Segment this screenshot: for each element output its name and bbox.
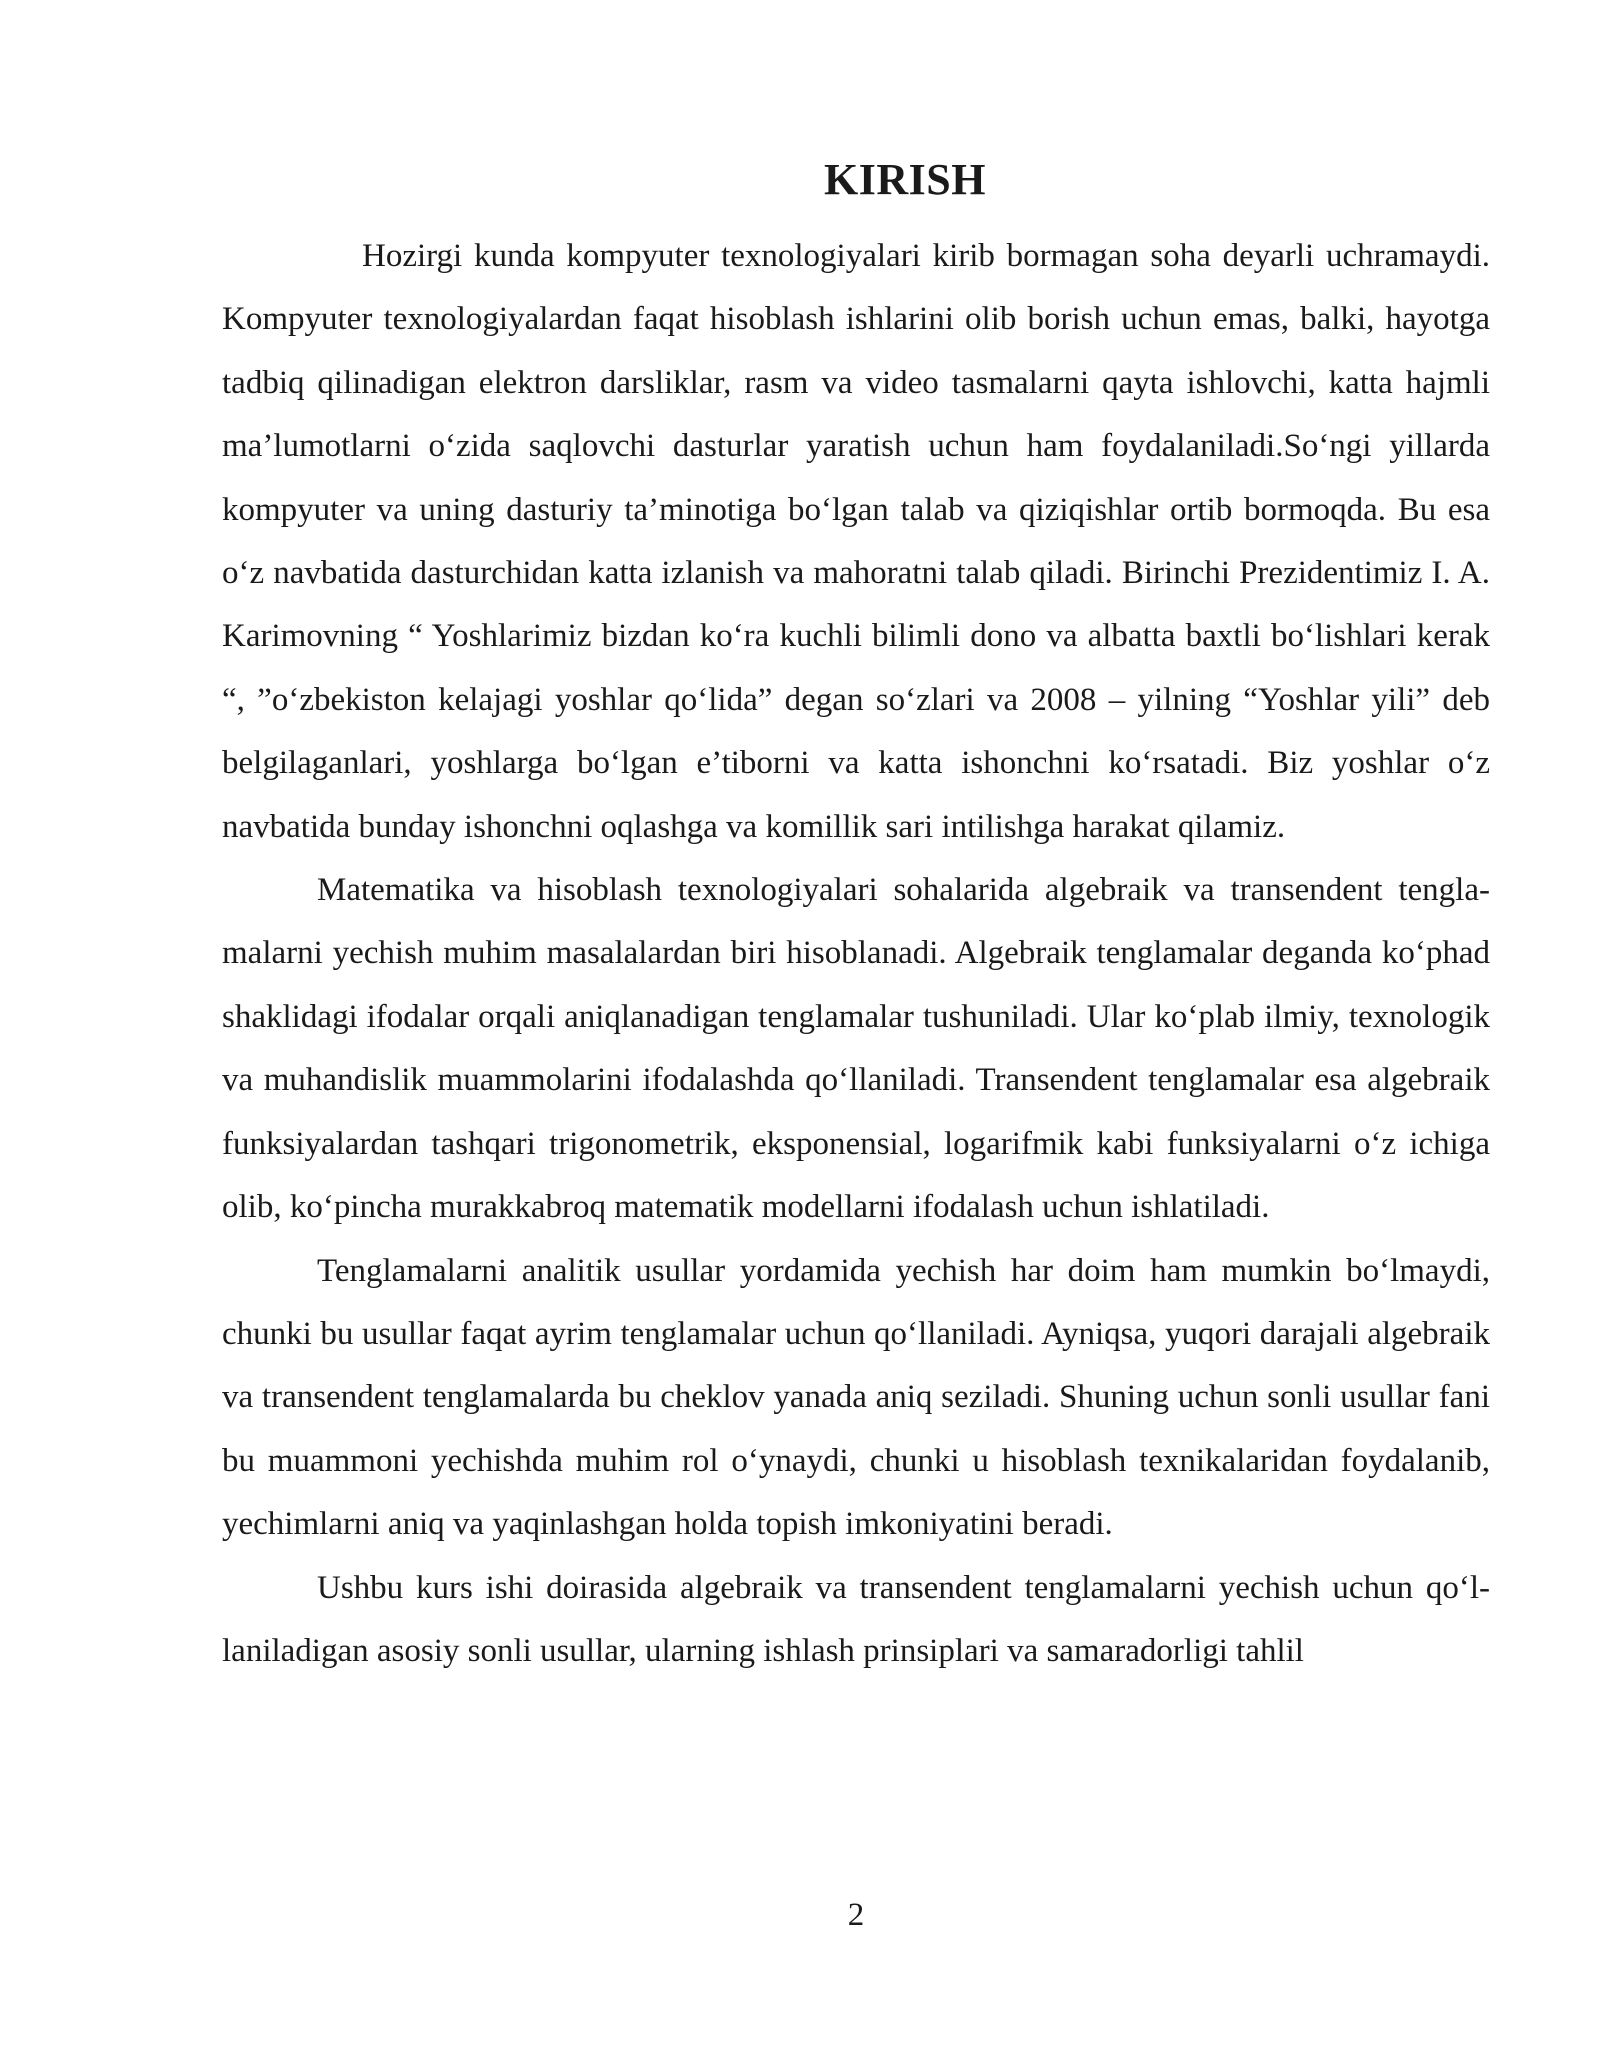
page-title: KIRISH — [824, 155, 986, 204]
body-text — [222, 225, 1490, 1683]
paragraph-equations: Matematika va hisoblash texnologiyalari sohalarida algebraik va transendent tengla-malarni yechish muhim masalalardan biri hisoblanadi. Algebraik tenglamalar deganda ko‘phad shaklidagi ifodalar orqali aniqlanadigan tenglamalar tushuniladi. Ular ko‘plab ilmiy, texnologik va muhandislik muammolarini ifodalashda qo‘llaniladi. Transendent tenglamalar esa algebraik funksiyalardan tashqari trigonometrik, eksponensial, logarifmik kabi funksiyalarni o‘z ichiga olib, ko‘pincha murakkabroq matematik modellarni ifodalash uchun ishlatiladi. — [222, 872, 1490, 1226]
paragraph-course-work: Ushbu kurs ishi doirasida algebraik va transendent tenglamalarni yechish uchun qo‘l-laniladigan asosiy sonli usullar, ularning ishlash prinsiplari va samaradorligi tahlil — [222, 1569, 1490, 1669]
paragraph-analytic-methods: Tenglamalarni analitik usullar yordamida yechish har doim ham mumkin bo‘lmaydi, chunki bu usullar faqat ayrim tenglamalar uchun qo‘llaniladi. Ayniqsa, yuqori darajali algebraik va transendent tenglamalarda bu cheklov yanada aniq seziladi. Shuning uchun sonli usullar fani bu muammoni yechishda muhim rol o‘ynaydi, chunki u hisoblash texnikalaridan foydalanib, yechimlarni aniq va yaqinlashgan holda topish imkoniyatini beradi. — [222, 1252, 1490, 1543]
page-number: 2 — [847, 1897, 865, 1933]
paragraph-intro: Hozirgi kunda kompyuter texnologiyalari kirib bormagan soha deyarli uchramaydi. Kompyuter texnologiyalardan faqat hisoblash ishlarini olib borish uchun emas, balki, hayotga tadbiq qilinadigan elektron darsliklar, rasm va video tasmalarni qayta ishlovchi, katta hajmli ma’lumotlarni o‘zida saqlovchi dasturlar yaratish uchun ham foydalaniladi.So‘ngi yillarda kompyuter va uning dasturiy ta’minotiga bo‘lgan talab va qiziqishlar ortib bormoqda. Bu esa o‘z navbatida dasturchidan katta izlanish va mahoratni talab qiladi. Birinchi Prezidentimiz I. A. Karimovning “ Yoshlarimiz bizdan ko‘ra kuchli bilimli dono va albatta baxtli bo‘lishlari kerak “, ”o‘zbekiston kelajagi yoshlar qo‘lida” degan so‘zlari va 2008 – yilning “Yoshlar yili” deb belgilaganlari, yoshlarga bo‘lgan e’tiborni va katta ishonchni ko‘rsatadi. Biz yoshlar o‘z navbatida bunday ishonchni oqlashga va komillik sari intilishga harakat qilamiz. — [222, 238, 1490, 845]
